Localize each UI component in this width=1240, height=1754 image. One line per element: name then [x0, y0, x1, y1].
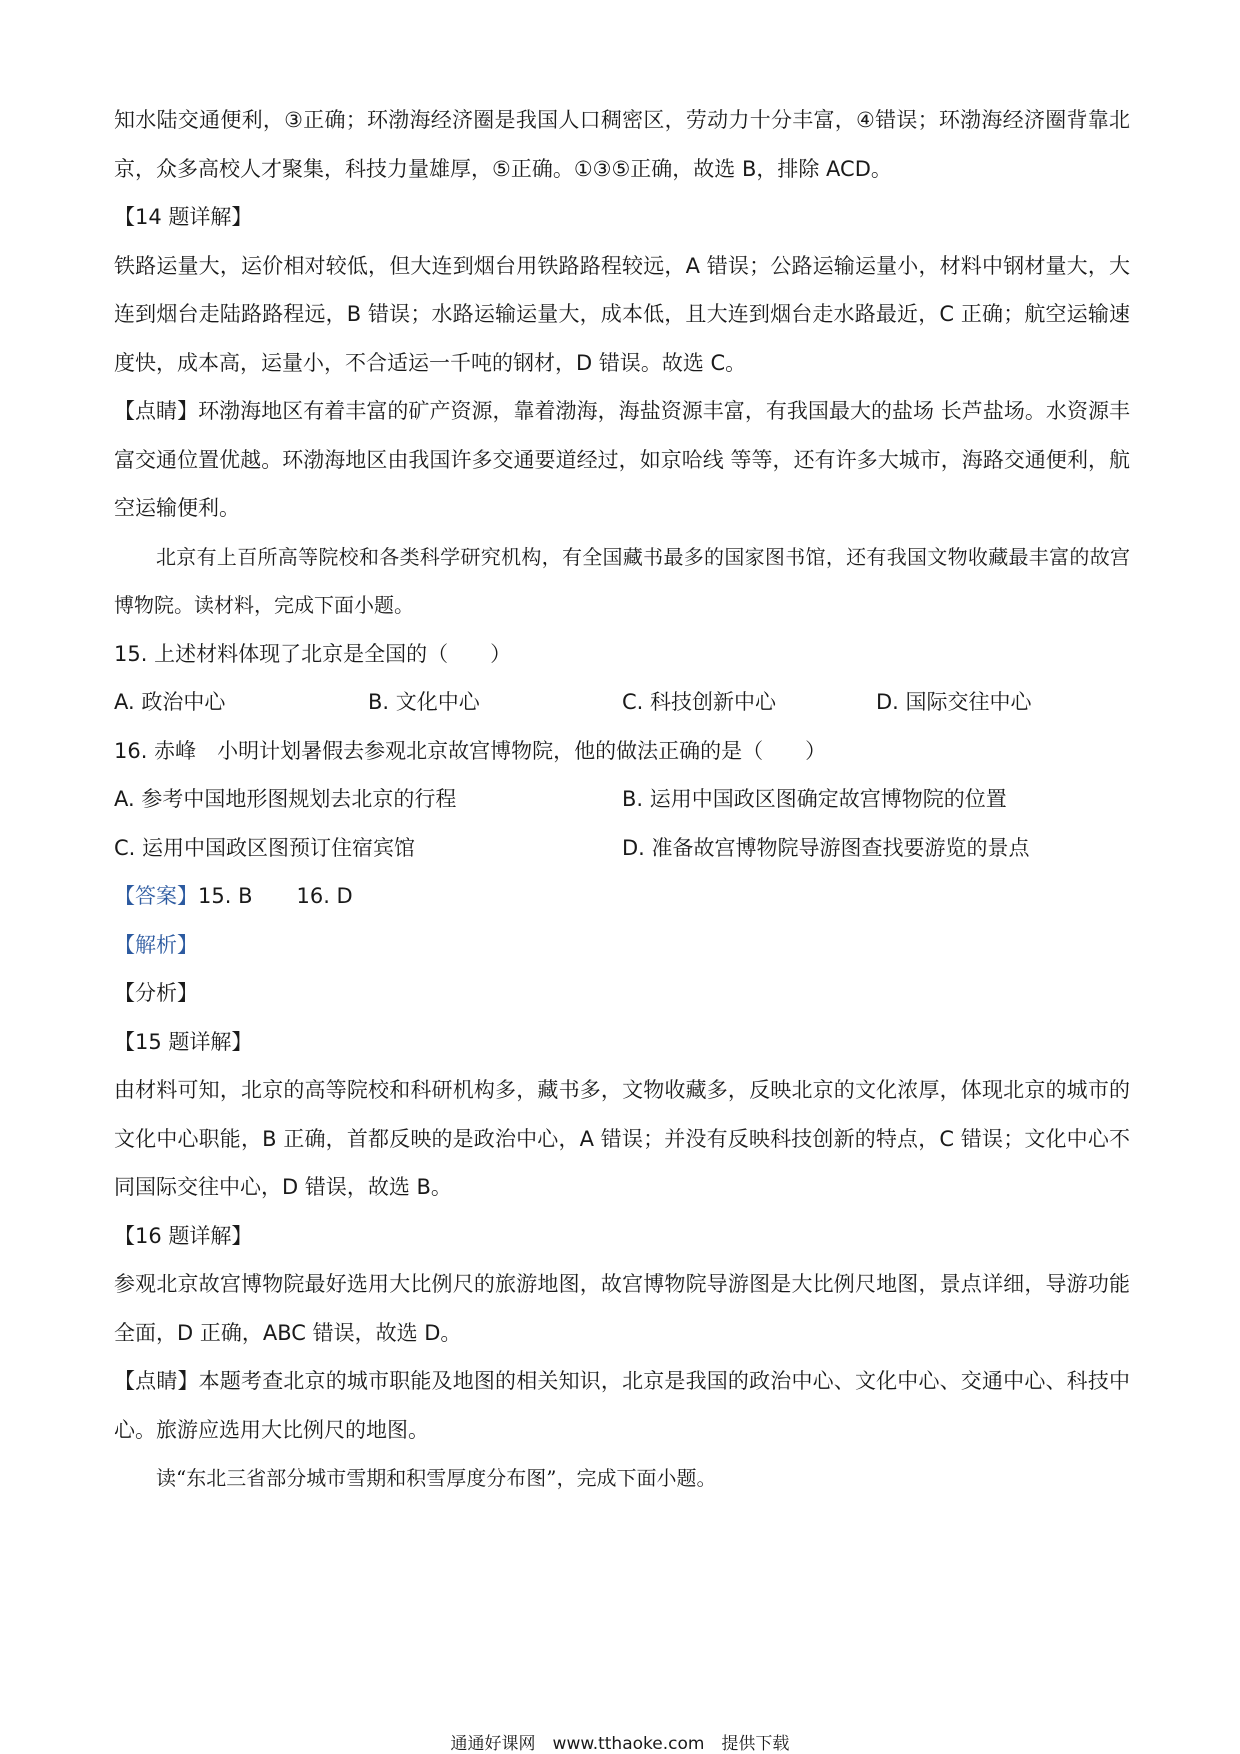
answer-label: 【答案】 — [114, 884, 198, 908]
option-16-a: A. 参考中国地形图规划去北京的行程 — [114, 787, 457, 811]
material-northeast: 读“东北三省部分城市雪期和积雪厚度分布图”，完成下面小题。 — [156, 1466, 717, 1490]
paragraph-q15-detail: 由材料可知，北京的高等院校和科研机构多，藏书多，文物收藏多，反映北京的文化浓厚，体现北京的城市的文化中心职能，B 正确，首都反映的是政治中心，A 错误；并没有反映科技创新的特点，C 错误；文化中心不同国际交往中心，D 错误，故选 B。 — [114, 1078, 1130, 1199]
heading-q14-detail: 【14 题详解】 — [114, 205, 253, 229]
question-15: 15. 上述材料体现了北京是全国的（ ） — [114, 641, 512, 666]
option-16-b: B. 运用中国政区图确定故宫博物院的位置 — [622, 787, 1007, 811]
question-16-options-row1 — [114, 775, 1130, 824]
option-15-b: B. 文化中心 — [368, 690, 480, 714]
answer-15: 15. B — [198, 884, 253, 908]
question-15-options — [114, 678, 1130, 727]
paragraph-dianjing-2: 【点睛】本题考查北京的城市职能及地图的相关知识，北京是我国的政治中心、文化中心、交通中心、科技中心。旅游应选用大比例尺的地图。 — [114, 1369, 1130, 1442]
option-16-d: D. 准备故宫博物院导游图查找要游览的景点 — [622, 835, 1030, 860]
paragraph-q13-end: 知水陆交通便利，③正确；环渤海经济圈是我国人口稠密区，劳动力十分丰富，④错误；环渤海经济圈背靠北京，众多高校人才聚集，科技力量雄厚，⑤正确。①③⑤正确，故选 B，排除 ACD。 — [114, 108, 1130, 181]
paragraph-q16-detail: 参观北京故宫博物院最好选用大比例尺的旅游地图，故宫博物院导游图是大比例尺地图，景点详细，导游功能全面，D 正确，ABC 错误，故选 D。 — [114, 1272, 1130, 1345]
answer-line — [114, 872, 1130, 921]
answer-16: 16. D — [296, 884, 353, 908]
question-16: 16. 赤峰 小明计划暑假去参观北京故宫博物院，他的做法正确的是（ ） — [114, 738, 827, 763]
option-15-d: D. 国际交往中心 — [876, 690, 1032, 714]
page-footer: 通通好课网 www.tthaoke.com 提供下载 — [450, 1734, 790, 1754]
jiexi-label: 【解析】 — [114, 932, 198, 957]
option-15-a: A. 政治中心 — [114, 690, 226, 714]
fenxi-label: 【分析】 — [114, 981, 198, 1005]
heading-q15-detail: 【15 题详解】 — [114, 1029, 253, 1054]
question-16-options-row2 — [114, 824, 1130, 873]
material-beijing: 北京有上百所高等院校和各类科学研究机构，有全国藏书最多的国家图书馆，还有我国文物收藏最丰富的故宫博物院。读材料，完成下面小题。 — [114, 544, 1130, 617]
paragraph-dianjing-1: 【点睛】环渤海地区有着丰富的矿产资源，靠着渤海，海盐资源丰富，有我国最大的盐场 长芦盐场。水资源丰富交通位置优越。环渤海地区由我国许多交通要道经过，如京哈线 等等，还有许多大城市，海路交通便利，航空运输便利。 — [114, 399, 1130, 520]
document-body — [114, 96, 1130, 1503]
option-16-c: C. 运用中国政区图预订住宿宾馆 — [114, 835, 416, 860]
heading-q16-detail: 【16 题详解】 — [114, 1223, 253, 1248]
paragraph-q14-detail: 铁路运量大，运价相对较低，但大连到烟台用铁路路程较远，A 错误；公路运输运量小，材料中钢材量大，大连到烟台走陆路路程远，B 错误；水路运输运量大，成本低，且大连到烟台走水路最近，C 正确；航空运输速度快，成本高，运量小，不合适运一千吨的钢材，D 错误。故选 C。 — [114, 253, 1130, 375]
option-15-c: C. 科技创新中心 — [622, 690, 777, 714]
